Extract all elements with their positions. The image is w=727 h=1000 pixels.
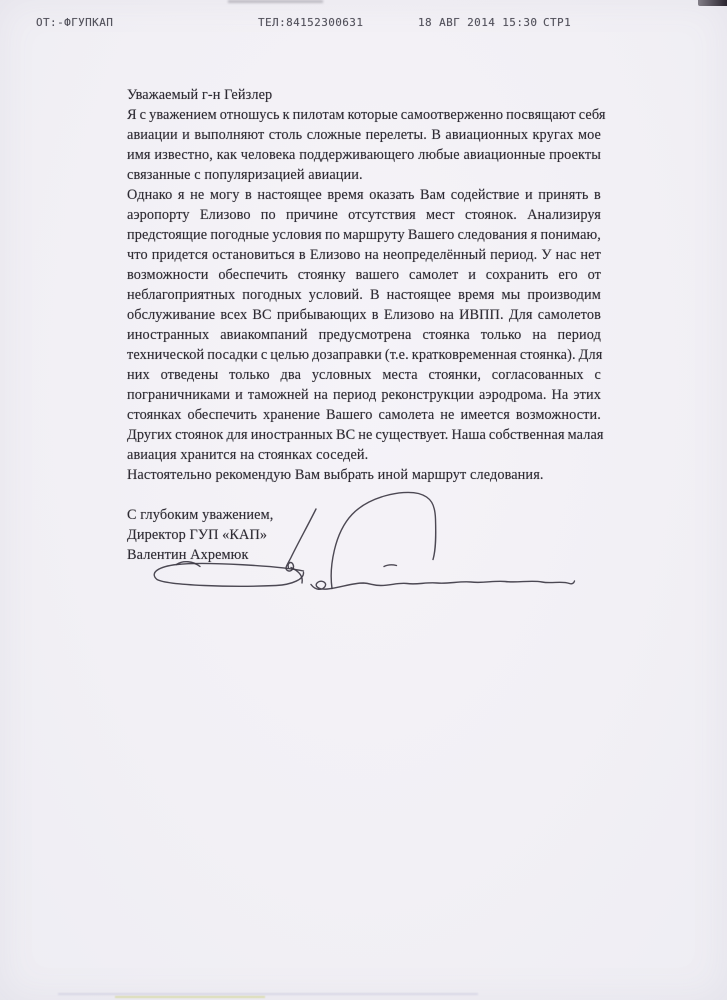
- letter-line: них отведены только два условных места стоянки, согласованных с: [127, 367, 601, 383]
- letter-line: С глубоким уважением,: [127, 507, 274, 523]
- letter-line: возможности обеспечить стоянку вашего самолет и сохранить его от: [127, 267, 601, 283]
- letter-line: Однако я не могу в настоящее время оказать Вам содействие и принять в: [127, 187, 601, 203]
- letter-line: что придется остановиться в Елизово на неопределённый период. У нас нет: [127, 247, 601, 263]
- letter-line: стоянках обеспечить хранение Вашего самолета не имеется возможности.: [127, 407, 601, 423]
- letter-line: Уважаемый г-н Гейзлер: [127, 87, 273, 103]
- letter-line: авиации и выполняют столь сложные перелеты. В авиационных кругах мое: [127, 127, 601, 143]
- fax-from-label: ОТ:-ФГУПКАП: [36, 16, 114, 29]
- letter-line: Других стоянок для иностранных ВС не существует. Наша собственная малая: [127, 427, 604, 443]
- letter-line: неблагоприятных погодных условий. В настоящее время мы производим: [127, 287, 601, 303]
- letter-line: Директор ГУП «КАП»: [127, 527, 268, 543]
- letter-line: аэропорту Елизово по причине отсутствия мест стоянок. Анализируя: [127, 207, 601, 223]
- letter-line: Валентин Ахремюк: [127, 547, 249, 563]
- letter-line: связанные с популяризацией авиации.: [127, 167, 363, 183]
- signature-stroke: [291, 568, 302, 584]
- letter-line: имя известно, как человека поддерживающего любые авиационные проекты: [127, 147, 601, 163]
- fax-page-label: СТР1: [543, 16, 572, 29]
- letter-line: Настоятельно рекомендую Вам выбрать иной маршрут следования.: [127, 467, 544, 483]
- letter-line: Я с уважением отношусь к пилотам которые самоотверженно посвящают себя: [127, 107, 606, 123]
- letter-line: авиация хранится на стоянках соседей.: [127, 447, 369, 463]
- scan-artifact-bottom-line: [115, 996, 265, 999]
- signature-stroke: [384, 565, 397, 567]
- signature-stroke: [154, 564, 303, 587]
- fax-tel-label: ТЕЛ:84152300631: [258, 16, 364, 29]
- letter-line: пограничниками и таможней на период реконструкции аэродрома. На этих: [127, 387, 601, 403]
- letter-line: обслуживание всех ВС прибывающих в Елизово на ИВПП. Для самолетов: [127, 307, 601, 323]
- letter-line: иностранных авиакомпаний предусмотрена стоянка только на период: [127, 327, 601, 343]
- scan-artifact-corner: [698, 0, 727, 6]
- fax-datetime-label: 18 АВГ 2014 15:30: [418, 16, 538, 29]
- letter-line: технической посадки с целью дозаправки (т.е. кратковременная стоянка). Для: [127, 347, 603, 363]
- letter-line: [127, 485, 601, 505]
- letter-line: предстоящие погодные условия по маршруту Вашего следования я понимаю,: [127, 227, 601, 243]
- letter-lines: [127, 85, 606, 565]
- letter-body: [127, 85, 606, 565]
- signature-stroke: [311, 581, 575, 589]
- scan-artifact-top-smudge: [228, 0, 323, 3]
